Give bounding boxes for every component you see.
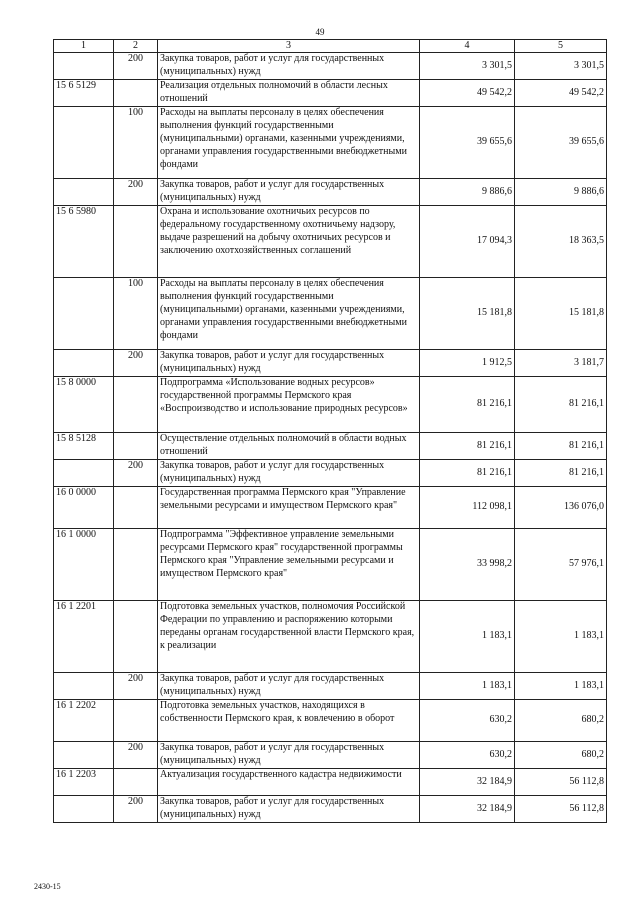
amount-col4-cell: 9 886,6: [420, 179, 515, 206]
item-name-cell: Подготовка земельных участков, находящихся в собственности Пермского края, к вовлечению в оборот: [158, 700, 420, 742]
amount-col4-cell: 1 183,1: [420, 673, 515, 700]
table-row: [54, 206, 607, 278]
table-header-row: [54, 40, 607, 53]
amount-col5-cell: 1 183,1: [515, 601, 607, 673]
amount-col4-cell: 630,2: [420, 742, 515, 769]
amount-col4-cell: 15 181,8: [420, 278, 515, 350]
amount-col5-cell: 49 542,2: [515, 80, 607, 107]
expense-type-cell: 100: [114, 107, 158, 179]
target-code-cell: [54, 742, 114, 769]
target-code-cell: 15 8 5128: [54, 433, 114, 460]
amount-col4-cell: 112 098,1: [420, 487, 515, 529]
amount-col4-cell: 81 216,1: [420, 377, 515, 433]
header-col-5: 5: [515, 40, 607, 53]
item-name-cell: Закупка товаров, работ и услуг для государственных (муниципальных) нужд: [158, 796, 420, 823]
item-name-cell: Расходы на выплаты персоналу в целях обеспечения выполнения функций государственными (муниципальными) органами, казенными учреждениями, органами управления государственными внебюджетными фондами: [158, 278, 420, 350]
amount-col4-cell: 81 216,1: [420, 460, 515, 487]
expense-type-cell: 200: [114, 53, 158, 80]
amount-col5-cell: 15 181,8: [515, 278, 607, 350]
item-name-cell: Государственная программа Пермского края "Управление земельными ресурсами и имуществом Пермского края": [158, 487, 420, 529]
amount-col5-cell: 81 216,1: [515, 377, 607, 433]
target-code-cell: 16 0 0000: [54, 487, 114, 529]
item-name-cell: Подпрограмма "Эффективное управление земельными ресурсами Пермского края" государственной программы Пермского края "Управление земельными ресурсами и имуществом Пермского края": [158, 529, 420, 601]
table-row: [54, 796, 607, 823]
target-code-cell: [54, 107, 114, 179]
document-code: 2430-15: [34, 882, 61, 891]
item-name-cell: Закупка товаров, работ и услуг для государственных (муниципальных) нужд: [158, 179, 420, 206]
expense-type-cell: [114, 80, 158, 107]
target-code-cell: 16 1 2203: [54, 769, 114, 796]
amount-col5-cell: 680,2: [515, 742, 607, 769]
item-name-cell: Закупка товаров, работ и услуг для государственных (муниципальных) нужд: [158, 460, 420, 487]
table-row: [54, 601, 607, 673]
expense-type-cell: 100: [114, 278, 158, 350]
table-row: [54, 107, 607, 179]
expense-type-cell: [114, 377, 158, 433]
item-name-cell: Закупка товаров, работ и услуг для государственных (муниципальных) нужд: [158, 53, 420, 80]
target-code-cell: [54, 796, 114, 823]
expense-type-cell: [114, 769, 158, 796]
item-name-cell: Закупка товаров, работ и услуг для государственных (муниципальных) нужд: [158, 742, 420, 769]
target-code-cell: 16 1 2201: [54, 601, 114, 673]
amount-col4-cell: 49 542,2: [420, 80, 515, 107]
table-row: [54, 350, 607, 377]
amount-col4-cell: 39 655,6: [420, 107, 515, 179]
amount-col5-cell: 56 112,8: [515, 796, 607, 823]
amount-col4-cell: 32 184,9: [420, 769, 515, 796]
header-col-1: 1: [54, 40, 114, 53]
expense-type-cell: [114, 487, 158, 529]
expense-type-cell: [114, 206, 158, 278]
amount-col5-cell: 39 655,6: [515, 107, 607, 179]
table-row: [54, 80, 607, 107]
expense-type-cell: 200: [114, 673, 158, 700]
amount-col5-cell: 1 183,1: [515, 673, 607, 700]
item-name-cell: Расходы на выплаты персоналу в целях обеспечения выполнения функций государственными (муниципальными) органами, казенными учреждениями, органами управления государственными внебюджетными фондами: [158, 107, 420, 179]
expense-type-cell: [114, 700, 158, 742]
expense-type-cell: 200: [114, 460, 158, 487]
target-code-cell: [54, 460, 114, 487]
amount-col4-cell: 630,2: [420, 700, 515, 742]
table-row: [54, 700, 607, 742]
item-name-cell: Охрана и использование охотничьих ресурсов по федеральному государственному охотничьему надзору, выдаче разрешений на добычу охотничьих ресурсов и заключению охотхозяйственных соглашений: [158, 206, 420, 278]
amount-col5-cell: 57 976,1: [515, 529, 607, 601]
expense-type-cell: 200: [114, 179, 158, 206]
amount-col4-cell: 32 184,9: [420, 796, 515, 823]
header-col-4: 4: [420, 40, 515, 53]
table-row: [54, 673, 607, 700]
table-row: [54, 460, 607, 487]
amount-col4-cell: 81 216,1: [420, 433, 515, 460]
target-code-cell: 15 8 0000: [54, 377, 114, 433]
amount-col4-cell: 3 301,5: [420, 53, 515, 80]
expense-type-cell: [114, 529, 158, 601]
amount-col5-cell: 680,2: [515, 700, 607, 742]
expense-type-cell: [114, 433, 158, 460]
expense-type-cell: 200: [114, 796, 158, 823]
amount-col4-cell: 1 912,5: [420, 350, 515, 377]
table-row: [54, 377, 607, 433]
amount-col5-cell: 3 301,5: [515, 53, 607, 80]
target-code-cell: [54, 53, 114, 80]
table-row: [54, 769, 607, 796]
item-name-cell: Закупка товаров, работ и услуг для государственных (муниципальных) нужд: [158, 350, 420, 377]
amount-col5-cell: 81 216,1: [515, 460, 607, 487]
target-code-cell: [54, 673, 114, 700]
item-name-cell: Осуществление отдельных полномочий в области водных отношений: [158, 433, 420, 460]
target-code-cell: [54, 350, 114, 377]
amount-col5-cell: 9 886,6: [515, 179, 607, 206]
amount-col4-cell: 33 998,2: [420, 529, 515, 601]
target-code-cell: 15 6 5980: [54, 206, 114, 278]
target-code-cell: [54, 179, 114, 206]
expense-type-cell: 200: [114, 742, 158, 769]
target-code-cell: 15 6 5129: [54, 80, 114, 107]
item-name-cell: Актуализация государственного кадастра недвижимости: [158, 769, 420, 796]
page-number: 49: [315, 27, 325, 37]
header-col-3: 3: [158, 40, 420, 53]
amount-col5-cell: 56 112,8: [515, 769, 607, 796]
target-code-cell: 16 1 2202: [54, 700, 114, 742]
item-name-cell: Подпрограмма «Использование водных ресурсов» государственной программы Пермского края «Воспроизводство и использование природных ресурсов»: [158, 377, 420, 433]
amount-col4-cell: 17 094,3: [420, 206, 515, 278]
amount-col4-cell: 1 183,1: [420, 601, 515, 673]
target-code-cell: 16 1 0000: [54, 529, 114, 601]
amount-col5-cell: 18 363,5: [515, 206, 607, 278]
item-name-cell: Подготовка земельных участков, полномочия Российской Федерации по управлению и распоряжению которыми переданы органам государственной власти Пермского края, к реализации: [158, 601, 420, 673]
table-row: [54, 529, 607, 601]
target-code-cell: [54, 278, 114, 350]
table-row: [54, 433, 607, 460]
table-row: [54, 179, 607, 206]
amount-col5-cell: 81 216,1: [515, 433, 607, 460]
expense-type-cell: 200: [114, 350, 158, 377]
item-name-cell: Реализация отдельных полномочий в области лесных отношений: [158, 80, 420, 107]
amount-col5-cell: 136 076,0: [515, 487, 607, 529]
table-row: [54, 278, 607, 350]
item-name-cell: Закупка товаров, работ и услуг для государственных (муниципальных) нужд: [158, 673, 420, 700]
amount-col5-cell: 3 181,7: [515, 350, 607, 377]
expense-type-cell: [114, 601, 158, 673]
header-col-2: 2: [114, 40, 158, 53]
budget-table: [53, 39, 607, 823]
table-row: [54, 53, 607, 80]
table-row: [54, 487, 607, 529]
table-row: [54, 742, 607, 769]
